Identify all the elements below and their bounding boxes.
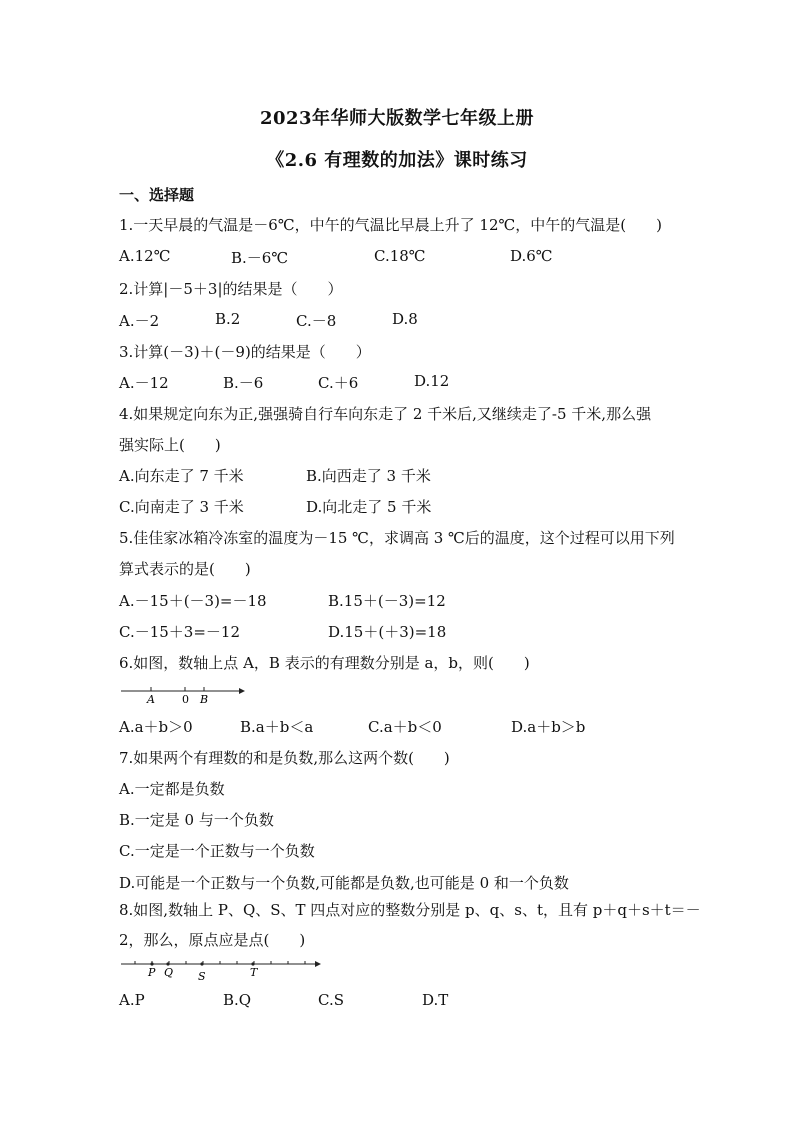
q5-option-c: C.－15＋3=－12 <box>119 623 240 641</box>
q8-option-c: C.S <box>318 991 344 1009</box>
question-1-text: 1.一天早晨的气温是－6℃，中午的气温比早晨上升了 12℃，中午的气温是( ) <box>119 216 662 234</box>
q7-option-b: B.一定是 0 与一个负数 <box>119 811 274 829</box>
q6-option-c: C.a＋b＜0 <box>368 718 442 736</box>
q4-option-d: D.向北走了 5 千米 <box>306 498 432 516</box>
question-5-line-1: 5.佳佳家冰箱冷冻室的温度为－15 ℃，求调高 3 ℃后的温度，这个过程可以用下列 <box>119 529 675 547</box>
q7-option-a: A.一定都是负数 <box>119 780 225 798</box>
question-7-text: 7.如果两个有理数的和是负数,那么这两个数( ) <box>119 749 450 767</box>
q4-option-c: C.向南走了 3 千米 <box>119 498 244 516</box>
q3-option-b: B.－6 <box>223 374 264 392</box>
q1-option-a: A.12℃ <box>119 247 171 265</box>
q1-option-b: B.－6℃ <box>231 249 289 267</box>
q2-option-a: A.－2 <box>119 312 160 330</box>
q6-option-a: A.a＋b＞0 <box>119 718 193 736</box>
q8-axis-arrow <box>315 961 321 967</box>
question-4-line-1: 4.如果规定向东为正,强强骑自行车向东走了 2 千米后,又继续走了-5 千米,那么强 <box>119 405 652 423</box>
q8-option-b: B.Q <box>223 991 252 1009</box>
q3-option-c: C.＋6 <box>318 374 359 392</box>
document-subtitle: 《2.6 有理数的加法》课时练习 <box>266 150 528 171</box>
q6-label-b: B <box>200 693 209 706</box>
question-8-line-1: 8.如图,数轴上 P、Q、S、T 四点对应的整数分别是 p、q、s、t，且有 p＋q＋s＋t＝－ <box>119 901 701 919</box>
q2-option-c: C.－8 <box>296 312 337 330</box>
section-heading: 一、选择题 <box>119 186 195 204</box>
q5-option-d: D.15＋(＋3)=18 <box>328 623 447 641</box>
question-2-text: 2.计算|－5＋3|的结果是（ ） <box>119 280 343 298</box>
q1-option-d: D.6℃ <box>510 247 553 265</box>
question-3-text: 3.计算(－3)＋(－9)的结果是（ ） <box>119 343 371 361</box>
q6-number-line-figure <box>119 681 249 707</box>
q3-option-a: A.－12 <box>119 374 169 392</box>
q2-option-d: D.8 <box>392 310 418 328</box>
q8-point-s <box>200 962 203 965</box>
q8-label-s: S <box>198 970 206 982</box>
question-5-line-2: 算式表示的是( ) <box>119 560 251 578</box>
q6-label-0: 0 <box>182 693 189 706</box>
q5-option-b: B.15＋(－3)=12 <box>328 592 446 610</box>
q3-option-d: D.12 <box>414 372 450 390</box>
q8-label-p: P <box>148 966 156 979</box>
document-title: 2023年华师大版数学七年级上册 <box>259 108 535 129</box>
q7-option-c: C.一定是一个正数与一个负数 <box>119 842 315 860</box>
q7-option-d: D.可能是一个正数与一个负数,可能都是负数,也可能是 0 和一个负数 <box>119 874 569 892</box>
q8-label-q: Q <box>164 966 174 979</box>
q8-number-line-figure <box>119 956 324 982</box>
q6-option-d: D.a＋b＞b <box>511 718 586 736</box>
q6-axis-arrow <box>239 688 245 694</box>
q8-option-a: A.P <box>119 991 145 1009</box>
q4-option-b: B.向西走了 3 千米 <box>306 467 431 485</box>
q5-option-a: A.－15＋(－3)=－18 <box>119 592 267 610</box>
question-4-line-2: 强实际上( ) <box>119 436 221 454</box>
q4-option-a: A.向东走了 7 千米 <box>119 467 244 485</box>
q1-option-c: C.18℃ <box>374 247 426 265</box>
question-6-text: 6.如图，数轴上点 A，B 表示的有理数分别是 a，b，则( ) <box>119 654 530 672</box>
question-8-line-2: 2，那么，原点应是点( ) <box>119 931 306 949</box>
q8-option-d: D.T <box>422 991 449 1009</box>
q6-option-b: B.a＋b＜a <box>240 718 314 736</box>
q8-label-t: T <box>250 966 258 979</box>
q6-label-a: A <box>147 693 155 706</box>
q2-option-b: B.2 <box>215 310 241 328</box>
